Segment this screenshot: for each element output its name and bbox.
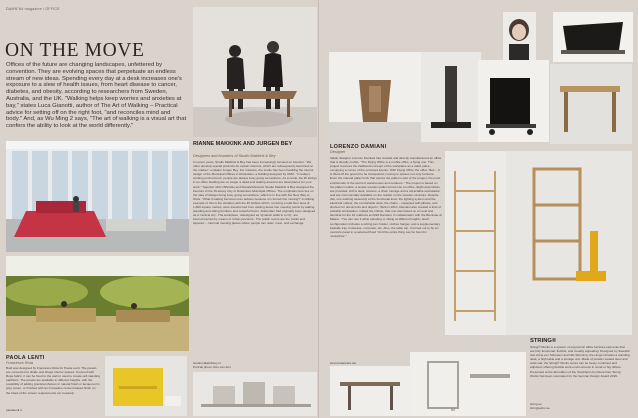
rianne-makkink-body: In recent years, Studio Makkink & Bey has been increasingly focused on interiors. "We often develop special products for certain interiors, which are subsequently launched on the market," explains Jurgen Bey. For instance, the studio has been handling the interior design of the Municipal Offices in Rotterdam, a building designed by OMA. "In today's working environment, people are always busy going somewhere. As a result, the lift lobbys in an office building are no longer a dead-end waiting area but are ideal places for your work." Together with UNStudio and Ronald Rietveld, Studio Makkink & Bey designed the interiors of the 15-storey City of Rotterdam Municipal Offices. The emphasis here lies on the idea of always being busy going somewhere, which is in line with the New Way to Work. "What if waiting becomes less tedious because it is turned into moving?" A striking example of this is the situation with the lift lobbies which, covering a total floor area of 1,800 square metres, were transformed from waiting areas into meeting points by adding standing and sitting furniture and colourful floors. Rotterdam had originally been designed as a 'vertical city'. The workplace, redesigned as 'dynamic walls in a city', are interconnected by means of 'urban junctions'. The public rooms are the 'parks and squares' – informal meeting places where people can relax, meet, and exchange. bbox=[193, 160, 317, 226]
string-name: STRING® bbox=[530, 338, 557, 344]
black-unit-illustration bbox=[478, 60, 549, 142]
string-office-illustration bbox=[330, 366, 410, 416]
flying-office-rack-photo bbox=[506, 151, 632, 335]
portrait-illustration bbox=[503, 12, 536, 61]
green-office-illustration bbox=[6, 256, 189, 351]
rianne-makkink-name: RIANNE MAKKINK AND JURGEN BEY bbox=[193, 141, 293, 147]
rack-illustration bbox=[506, 151, 632, 335]
lorenzo-damiani-name: LORENZO DAMIANI bbox=[330, 144, 387, 150]
paola-lenti-photo bbox=[105, 356, 187, 416]
lorenzo-damiani-link: lorenzodamiani.net bbox=[330, 361, 357, 365]
office-lobby-photo bbox=[6, 141, 189, 252]
flying-office-pillow-photo bbox=[553, 12, 633, 62]
wooden-desk-photo bbox=[550, 64, 632, 144]
lorenzo-damiani-body: Italian designer Lorenzo Damiani has created and directly manufactured an office that is literally mobile. "The Flying Office is a mobile office, a flying one. This project reverses the traditional concept of the workplace as a static place, occupying a corner of the enclosed interior. With Flying Office the office 'flies' – it is lifted off the ground to be transported, moving to spaces not only furniture. Even the manual pallet truck that carries the pallet is part of the project, the most emblematic of the world of warehouses and outdoors." The project is based on the pallet module: a simple wooden pallet turned into an office. Eight assemblies are provided, with a desk, shelves, a chair, storage and a retractable workstation, and are commercially available on the market on the wooden structure. Despite this, one working assembly at the functional level: the lighting system and the electrical outlets; the comfortable desk, the chairs – equipped with pillows, and shelves for documents and objects." Built in 2013. Damiani also created a kind of portable workstation. Called the Infinite, that one was based on an oval and identical for the 10 mattress at 2018 Damiani, in collaboration with the Biennale di Milano. "You can use it while standing or sitting at different heights. Each configuration includes a writing pen holder, clothes hanger, and a supplementary bedside tray, bookcase, computer, etc. Also, the table top. It turned out to be an oversize panel in a patented fixed "And the entire thing can be found in 'enterprise'." bbox=[330, 156, 442, 238]
article-title: ON THE MOVE bbox=[5, 40, 145, 61]
chairs-illustration bbox=[193, 372, 317, 416]
bold-panel-illustration bbox=[105, 356, 187, 416]
makkink-bey-photo bbox=[193, 7, 317, 137]
flying-office-street-photo bbox=[329, 52, 421, 142]
lorenzo-damiani-role: Designer bbox=[330, 150, 346, 154]
chairs-photo bbox=[193, 372, 317, 416]
article-intro: Offices of the future are changing landscapes, unfettered by convention. They are evolving spaces that perpetuate an endless stream of new ideas. Spending every day at a desk increases one's exposure to a slew of health issues, from heart disease to cancer, diabetes, and obesity, according to researchers from Sweden, Australia, and the UK. "Walking helps keep worries and anxieties at bay," states Luca Gianotti, author of The Art of Walking – Practical advice for setting off on the right foot, "and reconciles mind and body." And, as Wu Ming 2 says, "The art of walking is a visual art that confers the ability to look at the world differently." bbox=[6, 62, 187, 130]
street-illustration bbox=[329, 52, 421, 142]
string-works-illustration bbox=[410, 352, 526, 416]
shelf-illustration bbox=[445, 151, 506, 335]
string-works-photo bbox=[410, 352, 526, 416]
page-number: 60 bbox=[451, 408, 456, 412]
rianne-makkink-photo-credit: Portrait photo: Ros van Zon bbox=[193, 365, 231, 369]
page-gutter bbox=[318, 0, 320, 418]
string-body: String® Works is a system of ergonomic office furniture elements that are fully functional, flexible, and visually appealing. Designed by Swedish duo Anna von Schewen and Nils Strinning, the range includes a standing desk, a high table and a storage unit. Made of powder-coated steel and solid oak, the String® Works series can be freely combined and adjusted, offering flexible work environments in small or big offices. Presented at the fall edition of the Stockholm Furniture Fair, String Works has been nominated for the German Design Award 2016. bbox=[530, 345, 630, 378]
wooden-desk-illustration bbox=[550, 64, 632, 144]
string-shelf-photo bbox=[445, 151, 506, 335]
string-link: string.se bbox=[530, 402, 542, 406]
paola-lenti-role: Francesco Rota bbox=[6, 361, 33, 365]
rianne-makkink-link: studiomakkinkbey.nl bbox=[193, 361, 221, 365]
running-head: DAMN°64 magazine / OFFICE bbox=[6, 7, 60, 11]
paola-lenti-body: Bold was designed by Francesco Rota for Paola Lenti. The panels are connected to divide and shape interior spaces. Covered with Rope fabric, it can be fixed to the wall or used to create self-standing partitions. The panels are available in different heights, with the possibility of adding practical shelves in natural finish or lacquered in grey colour, or finished with an innovative cement-based finish on the basis of the screen requirements (on request). bbox=[6, 366, 100, 395]
lorenzo-damiani-portrait bbox=[503, 12, 536, 61]
rianne-makkink-role: Designers and founders of Studio Makkink & Bey bbox=[193, 154, 276, 158]
pallet-truck-photo bbox=[421, 52, 481, 142]
green-office-photo bbox=[6, 256, 189, 351]
flying-office-black-photo bbox=[478, 60, 549, 142]
paola-lenti-name: PAOLA LENTI bbox=[6, 355, 45, 361]
string-works-link: stringworks.se bbox=[530, 406, 550, 410]
paola-lenti-link: paolalenti.it bbox=[6, 408, 22, 412]
makkink-bey-illustration bbox=[193, 7, 317, 137]
office-lobby-illustration bbox=[6, 141, 189, 252]
string-office-photo bbox=[330, 366, 410, 416]
pallet-truck-illustration bbox=[421, 52, 481, 142]
pillow-illustration bbox=[553, 12, 633, 62]
